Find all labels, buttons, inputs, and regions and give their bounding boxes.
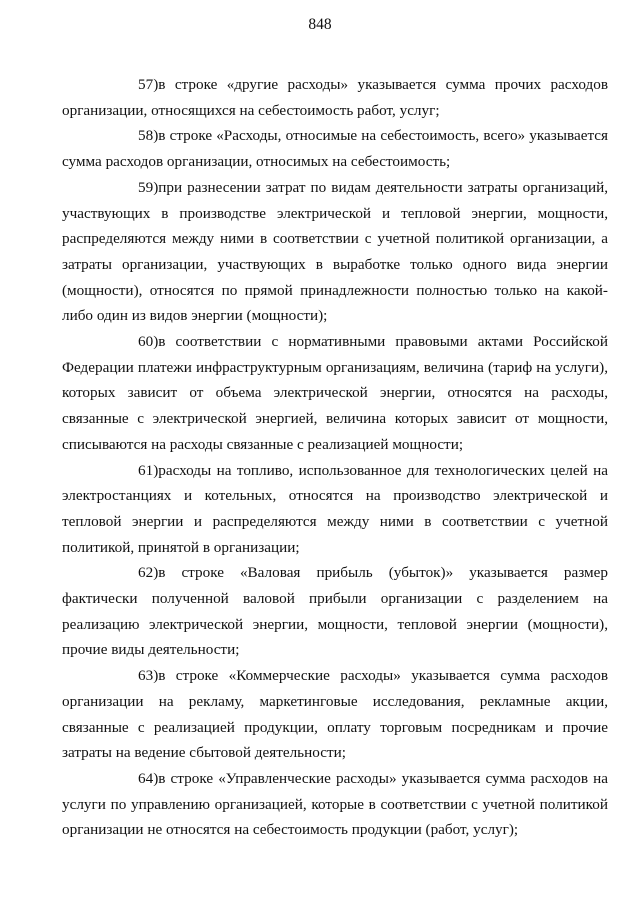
paragraph-text: в строке «Расходы, относимые на себестоимость, всего» указывается сумма расходов организации, относимых на себестоимость; [62, 127, 608, 171]
paragraph-63 [62, 663, 608, 766]
paragraph-text: в строке «Валовая прибыль (убыток)» указывается размер фактически полученной валовой прибыли организации с разделением на реализацию электрической энергии, мощности, тепловой энергии (мощности), прочие виды деятельности; [62, 564, 608, 659]
paragraph-number: 64) [138, 769, 159, 787]
paragraph-number: 59) [138, 178, 159, 196]
paragraph-57 [62, 72, 608, 123]
paragraph-number: 58) [138, 127, 159, 145]
document-body [62, 72, 608, 843]
paragraph-text: в строке «Коммерческие расходы» указывается сумма расходов организации на рекламу, маркетинговые исследования, рекламные акции, связанные с реализацией продукции, оплату торговым посредникам и прочие затраты на ведение сбытовой деятельности; [62, 667, 608, 762]
paragraph-64 [62, 766, 608, 843]
paragraph-59 [62, 175, 608, 329]
paragraph-text: в соответствии с нормативными правовыми актами Российской Федерации платежи инфраструктурным организациям, величина (тариф на услуги), которых зависит от объема электрической энергии, относятся на расходы, связанные с электрической энергией, величина которых зависит от мощности, списываются на расходы связанные с реализацией мощности; [62, 333, 608, 453]
page-number: 848 [308, 16, 332, 33]
paragraph-number: 60) [138, 333, 159, 351]
paragraph-60 [62, 329, 608, 458]
paragraph-text: в строке «другие расходы» указывается сумма прочих расходов организации, относящихся на себестоимость работ, услуг; [62, 76, 608, 119]
paragraph-text: расходы на топливо, использованное для технологических целей на электростанциях и котельных, относятся на производство электрической и тепловой энергии и распределяются между ними в соответствии с учетной политикой, принятой в организации; [62, 461, 608, 556]
paragraph-61 [62, 458, 608, 561]
paragraph-62 [62, 560, 608, 663]
paragraph-number: 63) [138, 667, 159, 685]
paragraph-number: 61) [138, 461, 159, 479]
paragraph-text: при разнесении затрат по видам деятельности затраты организаций, участвующих в производстве электрической и тепловой энергии, мощности, распределяются между ними в соответствии с учетной политикой организации, а затраты организации, участвующих в выработке только одного вида энергии (мощности), относятся по прямой принадлежности полностью только на какой-либо один из видов энергии (мощности); [62, 178, 608, 325]
paragraph-number: 57) [138, 76, 159, 93]
paragraph-number: 62) [138, 564, 159, 582]
paragraph-text: в строке «Управленческие расходы» указывается сумма расходов на услуги по управлению организацией, которые в соответствии с учетной политикой организации не относятся на себестоимость продукции (работ, услуг); [62, 769, 608, 839]
paragraph-58 [62, 123, 608, 174]
